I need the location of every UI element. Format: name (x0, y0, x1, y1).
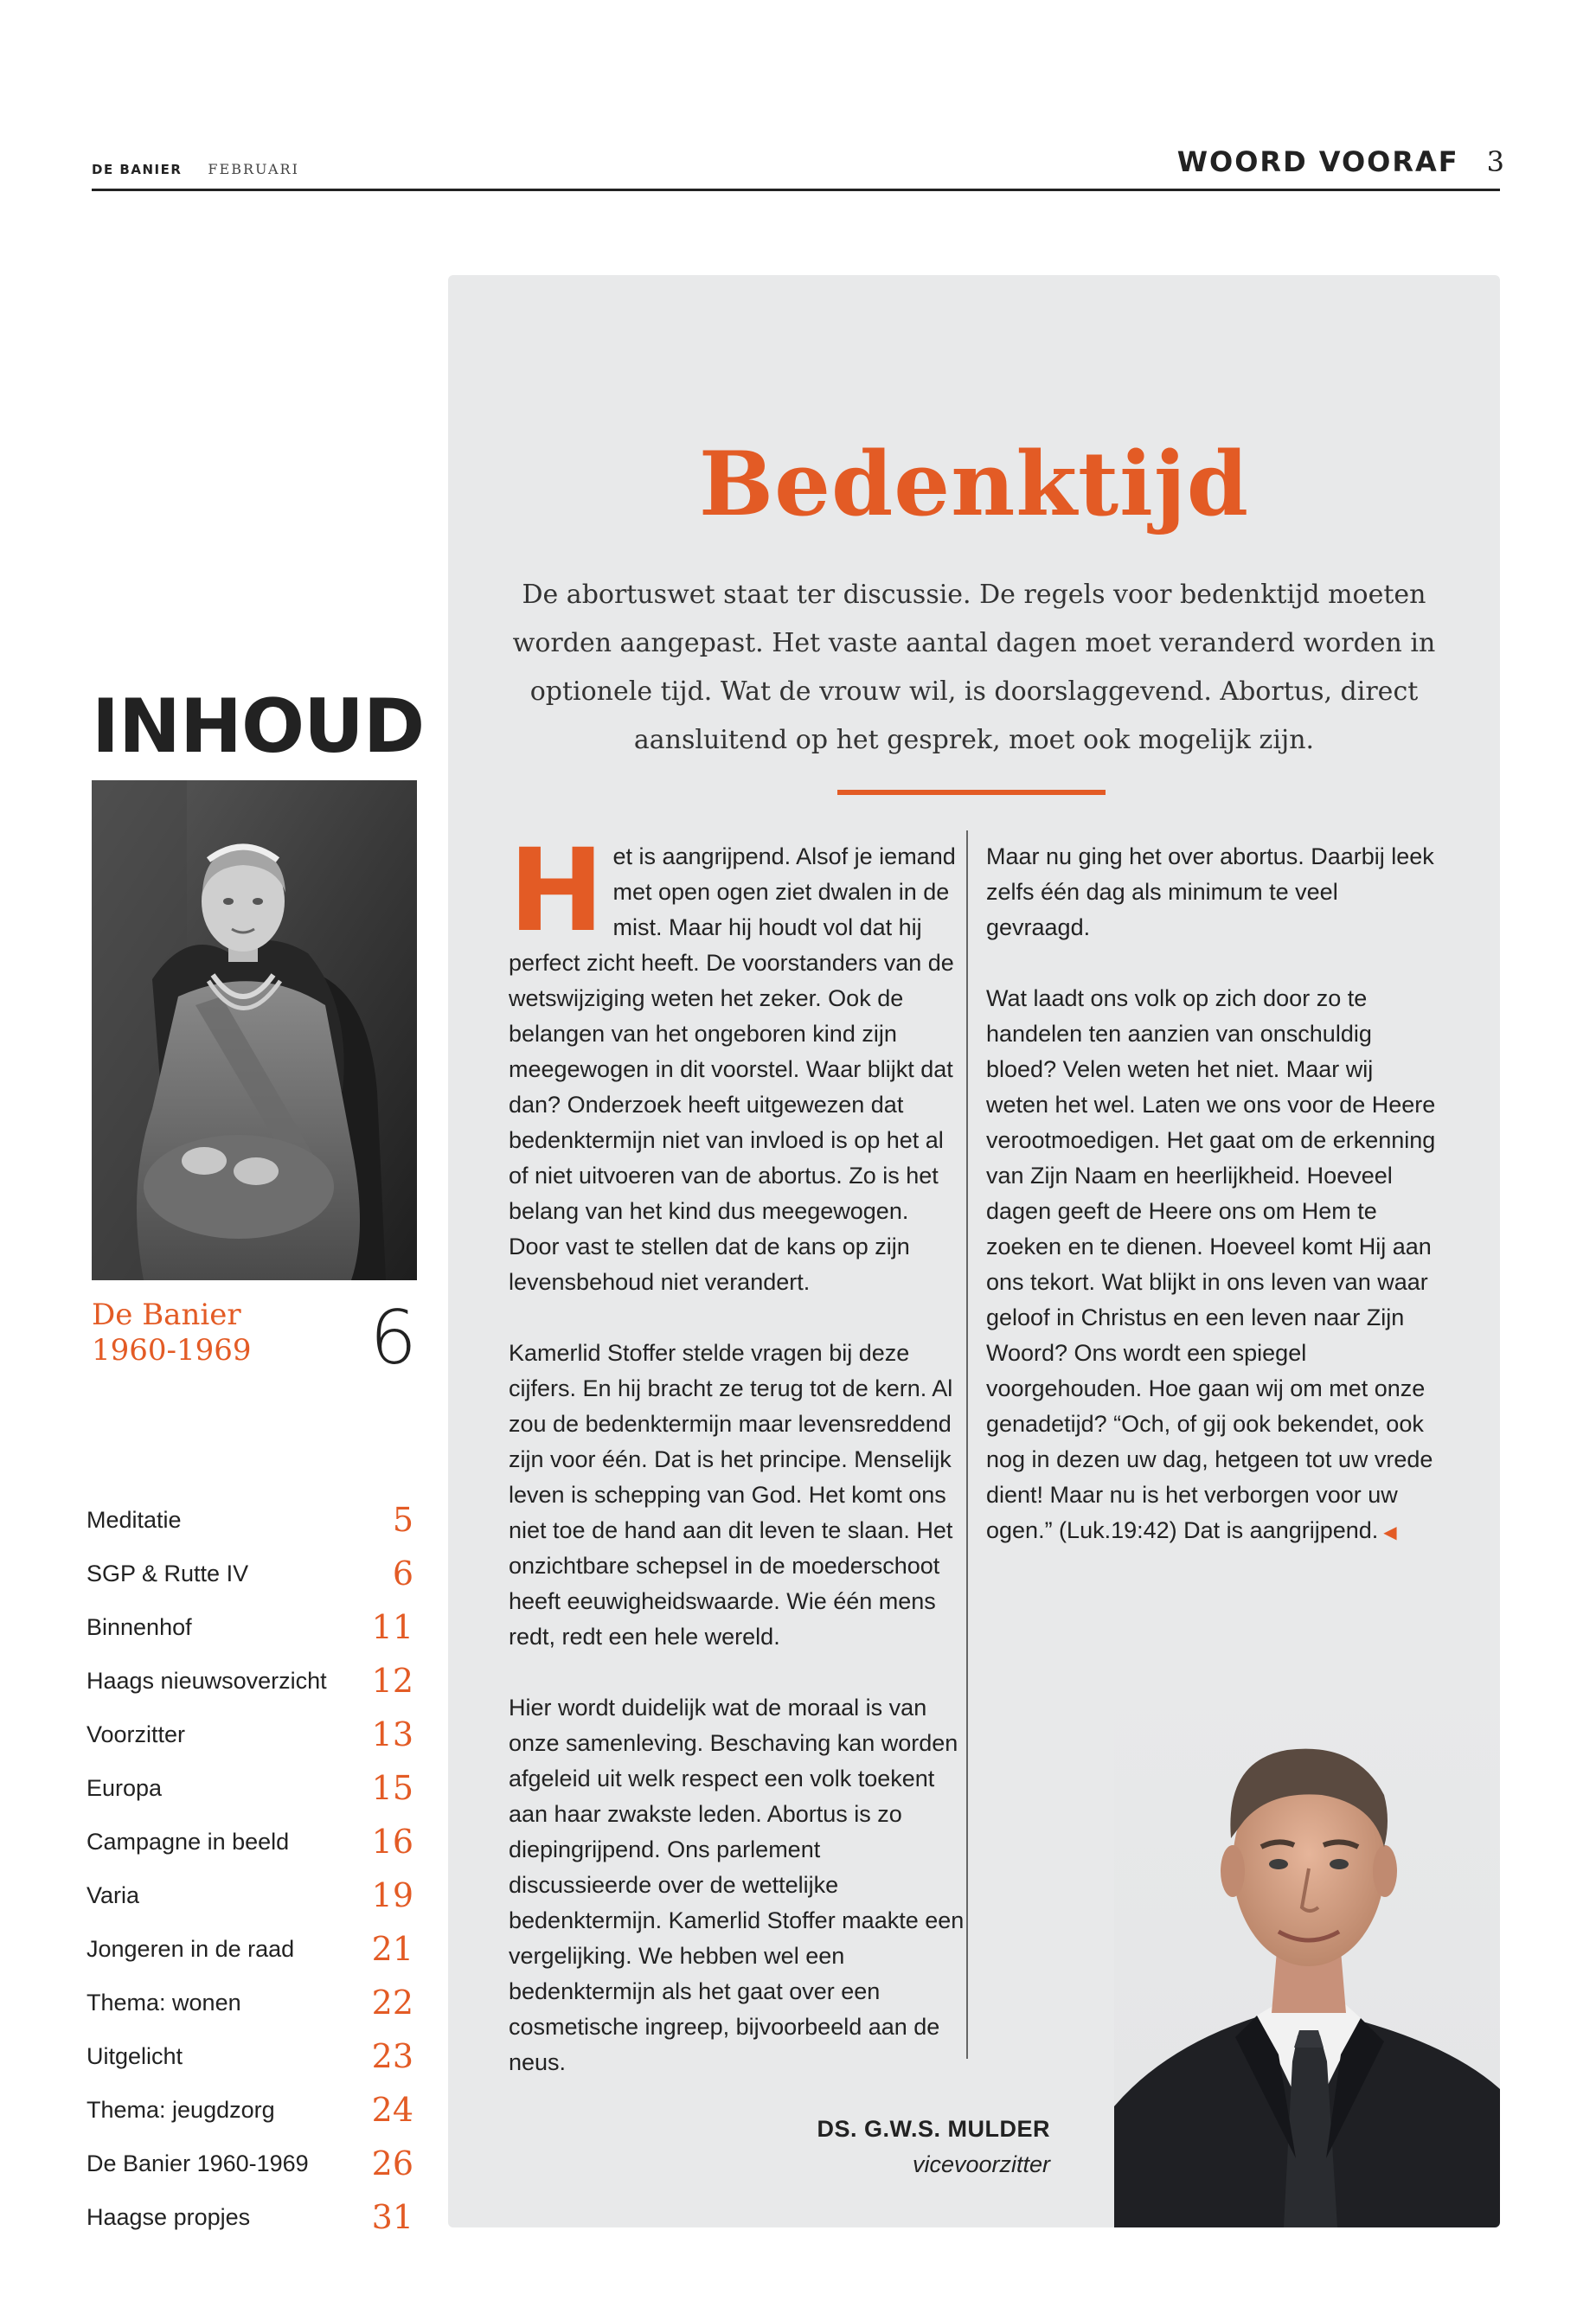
toc-item[interactable]: Binnenhof 11 (87, 1608, 413, 1646)
page-number: 3 (1486, 145, 1504, 178)
running-header-right (1177, 145, 1504, 178)
featured-article-title: De Banier 1960-1969 (92, 1298, 252, 1368)
running-header-left (92, 161, 299, 177)
header-divider (92, 189, 1500, 191)
toc-item[interactable]: Varia 19 (87, 1876, 413, 1914)
author-portrait-photo (1114, 1674, 1500, 2227)
toc-item[interactable]: SGP & Rutte IV 6 (87, 1554, 413, 1593)
article-title: Bedenktijd (698, 433, 1250, 536)
toc-item[interactable]: Campagne in beeld 16 (87, 1823, 413, 1861)
author-name: DS. G.W.S. MULDER (817, 2116, 1050, 2142)
featured-article-page: 6 (369, 1295, 417, 1381)
toc-item[interactable]: Jongeren in de raad 21 (87, 1930, 413, 1968)
author-role: vicevoorzitter (912, 2151, 1050, 2177)
toc-item[interactable]: Thema: jeugdzorg 24 (87, 2091, 413, 2129)
contents-title: INHOUD (92, 683, 425, 770)
article-column-left (509, 824, 965, 2080)
toc-item[interactable]: Haags nieuwsoverzicht 12 (87, 1662, 413, 1700)
byline (817, 2116, 1050, 2178)
lead-divider (837, 790, 1106, 795)
toc-item[interactable]: Thema: wonen 22 (87, 1984, 413, 2022)
toc-item[interactable]: Meditatie 5 (87, 1501, 413, 1539)
article-paragraph: Wat laadt ons volk op zich door zo te handelen ten aanzien van onschuldig bloed? Velen weten het niet. Maar wij weten het wel. Laten we ons voor de Heere verootmoedigen. Het gaat om de erkenning van Zijn Naam en heerlijkheid. Hoeveel dagen geeft de Heere ons om Hem te zoeken en te dienen. Hoeveel komt Hij aan ons tekort. Wat blijkt in ons leven van waar geloof in Christus en een leven naar Zijn Woord? Ons wordt een spiegel voorgehouden. Hoe gaan wij om met onze genadetijd? “Och, of gij ook bekendet, ook nog in dezen uw dag, hetgeen tot uw vrede dient! Maar nu is het verborgen voor uw ogen.” (Luk.19:42) Dat is aangrijpend. ◀ (986, 985, 1436, 1543)
featured-article-teaser[interactable] (92, 1295, 417, 1384)
toc-item[interactable]: Uitgelicht 23 (87, 2037, 413, 2075)
drop-cap: H (509, 824, 605, 958)
article-paragraph: Het is aangrijpend. Alsof je iemand met open ogen ziet dwalen in de mist. Maar hij houdt vol dat hij perfect zicht heeft. De voorstanders van de wetswijziging weten het zeker. Ook de belangen van het ongeboren kind zijn meegewogen in dit voorstel. Waar blijkt dat dan? Onderzoek heeft uitgewezen dat bedenktermijn niet van invloed is op het al of niet uitvoeren van de abortus. Zo is het belang van het kind dus meegewogen. Door vast te stellen dat de kans op zijn levensbehoud niet verandert. (509, 824, 956, 1295)
table-of-contents (87, 1493, 413, 2244)
article-column-right (986, 839, 1436, 1551)
article-lead: De abortuswet staat ter discussie. De regels voor bedenktijd moeten worden aangepast. Het vaste aantal dagen moet veranderd worden in optionele tijd. Wat de vrouw wil, is doorslaggevend. Abortus, direct aansluitend op het gesprek, moet ook mogelijk zijn. (512, 580, 1436, 755)
magazine-name: DE BANIER (92, 162, 183, 177)
end-mark-icon: ◀ (1383, 1523, 1397, 1542)
article-paragraph: Hier wordt duidelijk wat de moraal is van onze samenleving. Beschaving kan worden afgeleid uit welk respect een volk toekent aan haar zwakste leden. Abortus is zo diepingrijpend. Ons parlement discussieerde over de wettelijke bedenktermijn. Kamerlid Stoffer maakte een vergelijking. We hebben wel een bedenktermijn als het gaat over een cosmetische ingreep, bijvoorbeeld aan de neus. (509, 1695, 965, 2075)
historic-portrait-photo (92, 780, 417, 1280)
toc-item[interactable]: Europa 15 (87, 1769, 413, 1807)
toc-item[interactable]: Voorzitter 13 (87, 1715, 413, 1753)
toc-item[interactable]: De Banier 1960-1969 26 (87, 2144, 413, 2182)
editorial-article (448, 275, 1500, 2227)
column-divider (966, 830, 968, 2059)
article-paragraph: Kamerlid Stoffer stelde vragen bij deze cijfers. En hij bracht ze terug tot de kern. Al zou de bedenktermijn maar levensreddend zijn voor één. Dat is het principe. Menselijk leven is schepping van God. Het komt ons niet toe de hand aan dit leven te slaan. Het onzichtbare schepsel in de moederschoot heeft eeuwigheidswaarde. Wie één mens redt, redt een hele wereld. (509, 1340, 953, 1650)
article-paragraph: Maar nu ging het over abortus. Daarbij leek zelfs één dag als minimum te veel gevraagd. (986, 843, 1434, 940)
issue-month: FEBRUARI (208, 161, 299, 177)
toc-item[interactable]: Haagse propjes 31 (87, 2198, 413, 2236)
section-title: WOORD VOORAF (1176, 145, 1459, 178)
